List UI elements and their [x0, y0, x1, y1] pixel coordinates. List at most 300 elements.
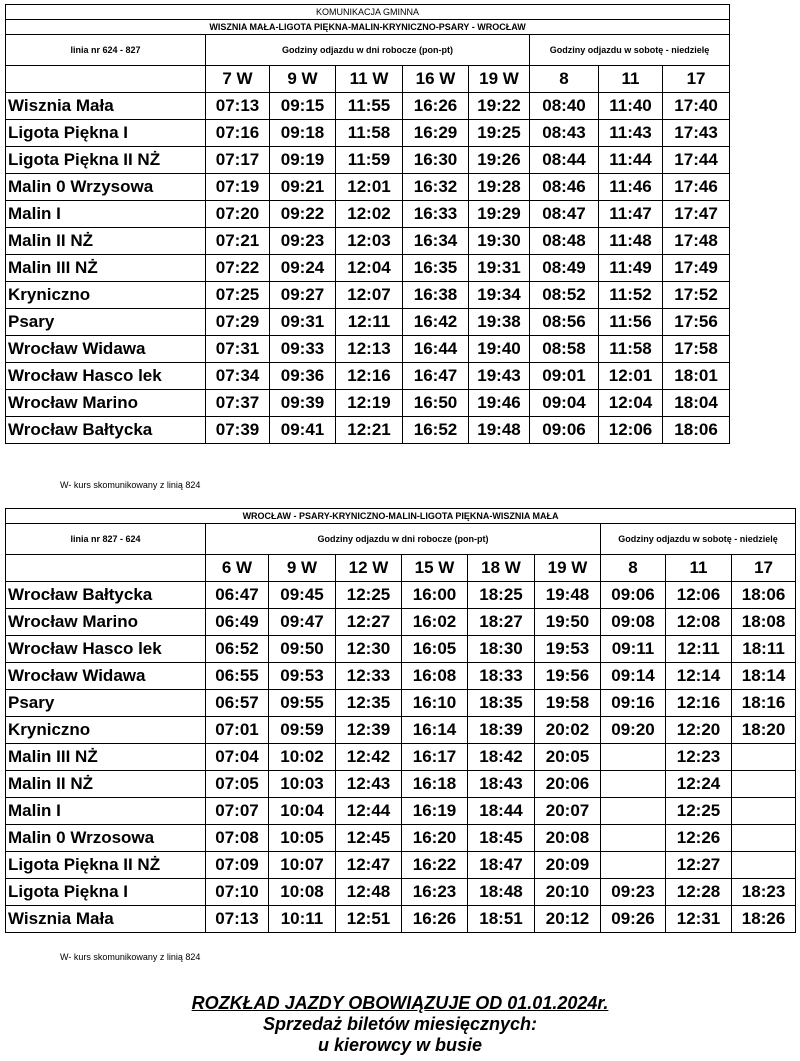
departure-time: 19:22: [469, 93, 530, 120]
departure-time: [732, 852, 796, 879]
departure-time: [601, 744, 666, 771]
course-number: 9 W: [269, 555, 336, 582]
departure-time: 08:48: [530, 228, 599, 255]
line-number-label: linia nr 624 - 827: [6, 35, 206, 66]
departure-time: 11:59: [336, 147, 403, 174]
stop-name: Kryniczno: [6, 717, 206, 744]
departure-time: 07:37: [206, 390, 270, 417]
weekend-header: Godziny odjazdu w sobotę - niedzielę: [530, 35, 730, 66]
departure-time: 19:43: [469, 363, 530, 390]
departure-time: 16:02: [402, 609, 468, 636]
departure-time: 07:21: [206, 228, 270, 255]
departure-time: 11:56: [599, 309, 663, 336]
timetable-row: [6, 717, 796, 744]
departure-time: [732, 744, 796, 771]
departure-time: 12:30: [336, 636, 402, 663]
departure-time: 16:44: [403, 336, 469, 363]
departure-time: 09:08: [601, 609, 666, 636]
timetable-outbound: [5, 4, 730, 444]
stop-name: Psary: [6, 690, 206, 717]
timetable-row: [6, 906, 796, 933]
departure-time: 16:00: [402, 582, 468, 609]
departure-time: 19:30: [469, 228, 530, 255]
stop-name: Wrocław Bałtycka: [6, 417, 206, 444]
departure-time: 16:47: [403, 363, 469, 390]
departure-time: [732, 771, 796, 798]
departure-time: 17:43: [663, 120, 730, 147]
departure-time: 18:14: [732, 663, 796, 690]
timetable-row: [6, 417, 730, 444]
departure-time: 18:47: [468, 852, 535, 879]
departure-time: 17:49: [663, 255, 730, 282]
departure-time: 16:10: [402, 690, 468, 717]
departure-time: 12:43: [336, 771, 402, 798]
departure-time: 10:11: [269, 906, 336, 933]
timetable-row: [6, 174, 730, 201]
stop-name: Malin III NŻ: [6, 744, 206, 771]
departure-time: 16:20: [402, 825, 468, 852]
stop-name: Malin III NŻ: [6, 255, 206, 282]
departure-time: 19:28: [469, 174, 530, 201]
departure-time: 10:05: [269, 825, 336, 852]
timetable-return: [5, 508, 796, 933]
empty-corner-cell: [6, 555, 206, 582]
departure-time: 07:10: [206, 879, 269, 906]
departure-time: 09:19: [270, 147, 336, 174]
stop-name: Wrocław Hasco lek: [6, 636, 206, 663]
departure-time: 09:14: [601, 663, 666, 690]
departure-time: 12:47: [336, 852, 402, 879]
departure-time: 18:33: [468, 663, 535, 690]
departure-time: 07:01: [206, 717, 269, 744]
course-number: 17: [663, 66, 730, 93]
departure-time: 12:20: [666, 717, 732, 744]
departure-time: 10:04: [269, 798, 336, 825]
departure-time: 12:23: [666, 744, 732, 771]
departure-time: 17:58: [663, 336, 730, 363]
course-number: 7 W: [206, 66, 270, 93]
timetable-row: [6, 147, 730, 174]
course-number: 11: [599, 66, 663, 93]
departure-time: 12:02: [336, 201, 403, 228]
departure-time: 18:11: [732, 636, 796, 663]
line-number-label: linia nr 827 - 624: [6, 524, 206, 555]
departure-time: 12:33: [336, 663, 402, 690]
departure-time: 20:06: [535, 771, 601, 798]
stop-name: Wrocław Widawa: [6, 336, 206, 363]
departure-time: [732, 798, 796, 825]
departure-time: 16:22: [402, 852, 468, 879]
departure-time: 19:25: [469, 120, 530, 147]
departure-time: 12:11: [336, 309, 403, 336]
departure-time: 07:13: [206, 906, 269, 933]
departure-time: 11:55: [336, 93, 403, 120]
departure-time: 11:44: [599, 147, 663, 174]
departure-time: 17:56: [663, 309, 730, 336]
departure-time: 20:05: [535, 744, 601, 771]
departure-time: 16:33: [403, 201, 469, 228]
departure-time: 17:47: [663, 201, 730, 228]
departure-time: 12:25: [666, 798, 732, 825]
departure-time: 18:16: [732, 690, 796, 717]
departure-time: 08:43: [530, 120, 599, 147]
course-number: 18 W: [468, 555, 535, 582]
departure-time: 17:44: [663, 147, 730, 174]
departure-time: 09:41: [270, 417, 336, 444]
course-number: 6 W: [206, 555, 269, 582]
departure-time: 18:27: [468, 609, 535, 636]
course-number: 12 W: [336, 555, 402, 582]
departure-time: 07:31: [206, 336, 270, 363]
departure-time: 09:27: [270, 282, 336, 309]
departure-time: 16:42: [403, 309, 469, 336]
departure-time: 12:13: [336, 336, 403, 363]
timetable-row: [6, 690, 796, 717]
departure-time: 19:26: [469, 147, 530, 174]
departure-time: 07:16: [206, 120, 270, 147]
timetable-row: [6, 663, 796, 690]
departure-time: 12:08: [666, 609, 732, 636]
departure-time: 19:40: [469, 336, 530, 363]
departure-time: 16:17: [402, 744, 468, 771]
departure-time: 19:48: [535, 582, 601, 609]
timetable-row: [6, 363, 730, 390]
departure-time: 12:31: [666, 906, 732, 933]
departure-time: 06:47: [206, 582, 269, 609]
departure-time: 09:33: [270, 336, 336, 363]
departure-time: 12:27: [666, 852, 732, 879]
departure-time: 12:19: [336, 390, 403, 417]
departure-time: 16:30: [403, 147, 469, 174]
departure-time: 18:48: [468, 879, 535, 906]
departure-time: 12:01: [336, 174, 403, 201]
stop-name: Malin 0 Wrzysowa: [6, 174, 206, 201]
stop-name: Wisznia Mała: [6, 93, 206, 120]
departure-time: 16:05: [402, 636, 468, 663]
departure-time: 20:07: [535, 798, 601, 825]
stop-name: Wrocław Bałtycka: [6, 582, 206, 609]
departure-time: 12:28: [666, 879, 732, 906]
departure-time: 16:35: [403, 255, 469, 282]
stop-name: Malin II NŻ: [6, 228, 206, 255]
departure-time: 09:26: [601, 906, 666, 933]
departure-time: 12:04: [599, 390, 663, 417]
departure-time: 18:06: [663, 417, 730, 444]
validity-notice: ROZKŁAD JAZDY OBOWIĄZUJE OD 01.01.2024r.: [191, 993, 609, 1013]
departure-time: 11:49: [599, 255, 663, 282]
course-number: 8: [530, 66, 599, 93]
footnote-return: W- kurs skomunikowany z linią 824: [60, 952, 201, 962]
departure-time: 12:35: [336, 690, 402, 717]
departure-time: 09:22: [270, 201, 336, 228]
departure-time: 08:49: [530, 255, 599, 282]
departure-time: 09:55: [269, 690, 336, 717]
departure-time: 09:20: [601, 717, 666, 744]
departure-time: 07:07: [206, 798, 269, 825]
timetable-row: [6, 879, 796, 906]
departure-time: 18:43: [468, 771, 535, 798]
departure-time: 11:40: [599, 93, 663, 120]
timetable-row: [6, 309, 730, 336]
departure-time: 16:08: [402, 663, 468, 690]
departure-time: 18:44: [468, 798, 535, 825]
course-number: 19 W: [469, 66, 530, 93]
departure-time: 19:38: [469, 309, 530, 336]
departure-time: 19:53: [535, 636, 601, 663]
departure-time: 12:48: [336, 879, 402, 906]
departure-time: 17:40: [663, 93, 730, 120]
weekday-header: Godziny odjazdu w dni robocze (pon-pt): [206, 524, 601, 555]
departure-time: [601, 798, 666, 825]
stop-name: Wrocław Marino: [6, 609, 206, 636]
departure-time: 11:47: [599, 201, 663, 228]
course-number: 11: [666, 555, 732, 582]
course-number: 16 W: [403, 66, 469, 93]
course-number: 8: [601, 555, 666, 582]
departure-time: 10:03: [269, 771, 336, 798]
departure-time: 09:59: [269, 717, 336, 744]
departure-time: 12:45: [336, 825, 402, 852]
timetable-row: [6, 771, 796, 798]
departure-time: 08:47: [530, 201, 599, 228]
departure-time: 18:30: [468, 636, 535, 663]
timetable-row: [6, 336, 730, 363]
departure-time: 09:23: [270, 228, 336, 255]
departure-time: 06:52: [206, 636, 269, 663]
departure-time: 07:04: [206, 744, 269, 771]
departure-time: 08:46: [530, 174, 599, 201]
departure-time: 11:58: [336, 120, 403, 147]
stop-name: Wrocław Marino: [6, 390, 206, 417]
weekend-header: Godziny odjazdu w sobotę - niedzielę: [601, 524, 796, 555]
departure-time: 07:20: [206, 201, 270, 228]
departure-time: 07:29: [206, 309, 270, 336]
departure-time: 09:31: [270, 309, 336, 336]
departure-time: 08:56: [530, 309, 599, 336]
departure-time: 18:35: [468, 690, 535, 717]
departure-time: 09:53: [269, 663, 336, 690]
departure-time: 12:51: [336, 906, 402, 933]
stop-name: Wisznia Mała: [6, 906, 206, 933]
departure-time: 08:52: [530, 282, 599, 309]
departure-time: 12:42: [336, 744, 402, 771]
departure-time: 09:06: [530, 417, 599, 444]
departure-time: 18:26: [732, 906, 796, 933]
departure-time: 09:16: [601, 690, 666, 717]
route-header: WROCŁAW - PSARY-KRYNICZNO-MALIN-LIGOTA PIĘKNA-WISZNIA MAŁA: [6, 509, 796, 524]
departure-time: 16:26: [403, 93, 469, 120]
departure-time: 12:39: [336, 717, 402, 744]
departure-time: 09:24: [270, 255, 336, 282]
departure-time: 12:06: [666, 582, 732, 609]
departure-time: 20:12: [535, 906, 601, 933]
stop-name: Wrocław Widawa: [6, 663, 206, 690]
operator-header: KOMUNIKACJA GMINNA: [6, 5, 730, 20]
departure-time: 17:52: [663, 282, 730, 309]
weekday-header: Godziny odjazdu w dni robocze (pon-pt): [206, 35, 530, 66]
departure-time: 09:18: [270, 120, 336, 147]
stop-name: Ligota Piękna II NŻ: [6, 852, 206, 879]
departure-time: 17:48: [663, 228, 730, 255]
departure-time: 19:29: [469, 201, 530, 228]
departure-time: 12:44: [336, 798, 402, 825]
departure-time: 12:11: [666, 636, 732, 663]
departure-time: 12:03: [336, 228, 403, 255]
departure-time: 10:08: [269, 879, 336, 906]
departure-time: 19:46: [469, 390, 530, 417]
departure-time: 12:06: [599, 417, 663, 444]
timetable-row: [6, 852, 796, 879]
departure-time: 19:58: [535, 690, 601, 717]
departure-time: 18:39: [468, 717, 535, 744]
ticket-sales-location: u kierowcy w busie: [317, 1035, 483, 1055]
departure-time: 16:34: [403, 228, 469, 255]
departure-time: 11:46: [599, 174, 663, 201]
ticket-sales-notice: Sprzedaż biletów miesięcznych:: [262, 1014, 538, 1034]
departure-time: 07:25: [206, 282, 270, 309]
departure-time: 12:25: [336, 582, 402, 609]
departure-time: 18:01: [663, 363, 730, 390]
timetable-row: [6, 744, 796, 771]
empty-corner-cell: [6, 66, 206, 93]
stop-name: Kryniczno: [6, 282, 206, 309]
departure-time: [732, 825, 796, 852]
departure-time: 09:01: [530, 363, 599, 390]
departure-time: 18:51: [468, 906, 535, 933]
departure-time: 07:09: [206, 852, 269, 879]
timetable-row: [6, 636, 796, 663]
departure-time: [601, 852, 666, 879]
course-number: 9 W: [270, 66, 336, 93]
course-number: 15 W: [402, 555, 468, 582]
departure-time: 06:57: [206, 690, 269, 717]
departure-time: 18:25: [468, 582, 535, 609]
timetable-row: [6, 825, 796, 852]
departure-time: 17:46: [663, 174, 730, 201]
departure-time: 12:24: [666, 771, 732, 798]
departure-time: 07:05: [206, 771, 269, 798]
departure-time: 09:15: [270, 93, 336, 120]
stop-name: Wrocław Hasco lek: [6, 363, 206, 390]
departure-time: 08:58: [530, 336, 599, 363]
timetable-row: [6, 255, 730, 282]
timetable-row: [6, 93, 730, 120]
departure-time: 16:38: [403, 282, 469, 309]
timetable-row: [6, 582, 796, 609]
departure-time: 20:10: [535, 879, 601, 906]
departure-time: 20:02: [535, 717, 601, 744]
departure-time: 20:08: [535, 825, 601, 852]
course-number: 19 W: [535, 555, 601, 582]
departure-time: 06:55: [206, 663, 269, 690]
departure-time: 16:23: [402, 879, 468, 906]
course-number: 17: [732, 555, 796, 582]
departure-time: 19:34: [469, 282, 530, 309]
departure-time: 07:22: [206, 255, 270, 282]
departure-time: 08:40: [530, 93, 599, 120]
departure-time: 16:52: [403, 417, 469, 444]
stop-name: Malin 0 Wrzosowa: [6, 825, 206, 852]
footnote-outbound: W- kurs skomunikowany z linią 824: [60, 480, 201, 490]
departure-time: 09:50: [269, 636, 336, 663]
timetable-row: [6, 228, 730, 255]
departure-time: 18:42: [468, 744, 535, 771]
departure-time: 11:58: [599, 336, 663, 363]
departure-time: 16:19: [402, 798, 468, 825]
departure-time: 12:16: [666, 690, 732, 717]
departure-time: 11:48: [599, 228, 663, 255]
route-header: WISZNIA MAŁA-LIGOTA PIĘKNA-MALIN-KRYNICZNO-PSARY - WROCŁAW: [6, 20, 730, 35]
stop-name: Psary: [6, 309, 206, 336]
departure-time: 19:48: [469, 417, 530, 444]
departure-time: 09:21: [270, 174, 336, 201]
departure-time: 07:19: [206, 174, 270, 201]
departure-time: 18:23: [732, 879, 796, 906]
course-header-row: [6, 66, 730, 93]
departure-time: 12:16: [336, 363, 403, 390]
departure-time: 18:06: [732, 582, 796, 609]
timetable-row: [6, 282, 730, 309]
departure-time: 16:29: [403, 120, 469, 147]
departure-time: 16:26: [402, 906, 468, 933]
timetable-row: [6, 201, 730, 228]
stop-name: Ligota Piękna II NŻ: [6, 147, 206, 174]
stop-name: Ligota Piękna I: [6, 120, 206, 147]
departure-time: 10:02: [269, 744, 336, 771]
departure-time: 18:08: [732, 609, 796, 636]
departure-time: 16:50: [403, 390, 469, 417]
departure-time: 09:45: [269, 582, 336, 609]
departure-time: 12:21: [336, 417, 403, 444]
departure-time: 11:52: [599, 282, 663, 309]
departure-time: 07:34: [206, 363, 270, 390]
departure-time: 12:04: [336, 255, 403, 282]
departure-time: 16:32: [403, 174, 469, 201]
departure-time: 18:04: [663, 390, 730, 417]
timetable-row: [6, 609, 796, 636]
departure-time: 19:50: [535, 609, 601, 636]
departure-time: 12:27: [336, 609, 402, 636]
departure-time: 11:43: [599, 120, 663, 147]
departure-time: 20:09: [535, 852, 601, 879]
footer-notice: [0, 993, 800, 1056]
departure-time: 09:06: [601, 582, 666, 609]
departure-time: 18:45: [468, 825, 535, 852]
course-number: 11 W: [336, 66, 403, 93]
timetable-row: [6, 120, 730, 147]
timetable-row: [6, 390, 730, 417]
departure-time: 19:56: [535, 663, 601, 690]
departure-time: 07:13: [206, 93, 270, 120]
departure-time: 19:31: [469, 255, 530, 282]
stop-name: Malin I: [6, 798, 206, 825]
departure-time: 09:11: [601, 636, 666, 663]
stop-name: Malin I: [6, 201, 206, 228]
departure-time: 09:39: [270, 390, 336, 417]
departure-time: 16:14: [402, 717, 468, 744]
departure-time: 07:17: [206, 147, 270, 174]
departure-time: 16:18: [402, 771, 468, 798]
departure-time: 09:23: [601, 879, 666, 906]
departure-time: [601, 771, 666, 798]
stop-name: Ligota Piękna I: [6, 879, 206, 906]
departure-time: [601, 825, 666, 852]
departure-time: 08:44: [530, 147, 599, 174]
timetable-row: [6, 798, 796, 825]
departure-time: 09:47: [269, 609, 336, 636]
departure-time: 12:07: [336, 282, 403, 309]
departure-time: 07:39: [206, 417, 270, 444]
